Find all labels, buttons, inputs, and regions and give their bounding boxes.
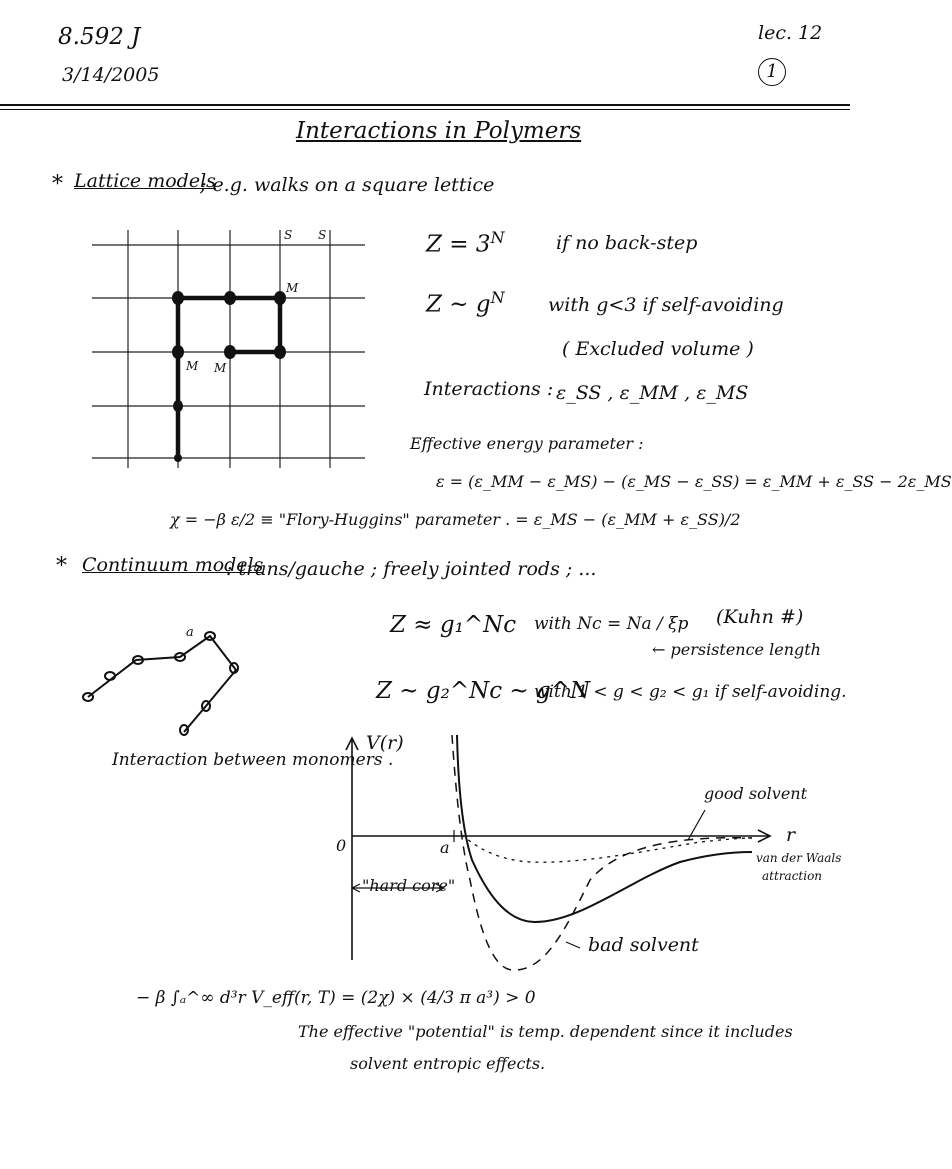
grid-label-s2: S xyxy=(318,228,327,242)
vdw-label-line1: van der Waals xyxy=(756,851,842,865)
chi-equation: χ = −β ε/2 ≡ "Flory-Huggins" parameter . = ε_MS − (ε_MM + ε_SS)/2 xyxy=(170,510,741,529)
polymer-walk xyxy=(178,298,280,458)
excluded-volume: ( Excluded volume ) xyxy=(562,338,754,360)
lattice-heading: Lattice models xyxy=(74,170,216,192)
eq-z-kuhn: Z ≈ g₁^Nc xyxy=(390,612,517,638)
grid-label-m3: M xyxy=(214,361,227,375)
interactions-terms: ε_SS , ε_MM , ε_MS xyxy=(556,382,749,404)
continuum-bullet: * xyxy=(56,554,67,579)
persistence-length: ← persistence length xyxy=(652,640,821,659)
lecture-date: 3/14/2005 xyxy=(62,64,160,86)
polymer-monomers xyxy=(172,291,286,462)
eq-self-avoiding-with: with 1 < g < g₂ < g₁ if self-avoiding. xyxy=(534,682,847,702)
footer-note-line1: The effective "potential" is temp. dependent since it includes xyxy=(298,1022,793,1041)
epsilon-equation: ε = (ε_MM − ε_MS) − (ε_MS − ε_SS) = ε_MM + ε_SS − 2ε_MS xyxy=(436,472,952,491)
lattice-bullet: * xyxy=(52,172,63,197)
eq-z-no-backstep: $Z = 3^N$ xyxy=(426,228,505,258)
rod-label: a xyxy=(186,625,194,640)
plot-a-label: a xyxy=(440,838,450,857)
grid-label-m1: M xyxy=(286,281,299,295)
rod-chain xyxy=(83,632,238,735)
page-number: 1 xyxy=(766,61,778,82)
continuum-heading-rest: : trans/gauche ; freely jointed rods ; ... xyxy=(226,558,597,580)
lattice-heading-rest: ; e.g. walks on a square lettice xyxy=(200,174,495,196)
eq-z-no-backstep-note: if no back-step xyxy=(556,232,698,254)
eq-z-self-avoiding-note: with g<3 if self-avoiding xyxy=(548,294,784,316)
plot-y-label: V(r) xyxy=(366,732,404,754)
eq-z-self-avoiding-continuum: Z ~ g₂^Nc ~ g^N xyxy=(376,678,591,704)
plot-axes xyxy=(346,738,770,960)
plot-origin-label: 0 xyxy=(336,836,347,855)
kuhn-label: (Kuhn #) xyxy=(716,606,804,628)
integral-equation: − β ∫ₐ^∞ d³r V_eff(r, T) = (2χ) × (4/3 π a³) > 0 xyxy=(136,988,536,1008)
course-number: 8.592 J xyxy=(58,24,141,50)
page-title: Interactions in Polymers xyxy=(296,118,582,144)
bad-solvent-label: bad solvent xyxy=(588,934,699,956)
hard-core-label: "hard core" xyxy=(362,876,456,895)
eq-kuhn-with: with Nc = Na / ξp xyxy=(534,614,689,634)
footer-note-line2: solvent entropic effects. xyxy=(350,1054,546,1073)
grid-label-m2: M xyxy=(186,359,199,373)
eq-z-self-avoiding: Z ~ $g^N$ xyxy=(426,288,505,318)
effective-energy-label: Effective energy parameter : xyxy=(410,434,644,453)
vdw-label-line2: attraction xyxy=(762,869,823,883)
plot-x-label: r xyxy=(786,824,796,846)
continuum-heading: Continuum models xyxy=(82,554,264,576)
interactions-label: Interactions : xyxy=(424,378,554,400)
grid-label-s1: S xyxy=(284,228,293,242)
lecture-number: lec. 12 xyxy=(758,22,823,44)
interaction-monomers-label: Interaction between monomers . xyxy=(112,750,394,770)
good-solvent-label: good solvent xyxy=(704,784,808,803)
